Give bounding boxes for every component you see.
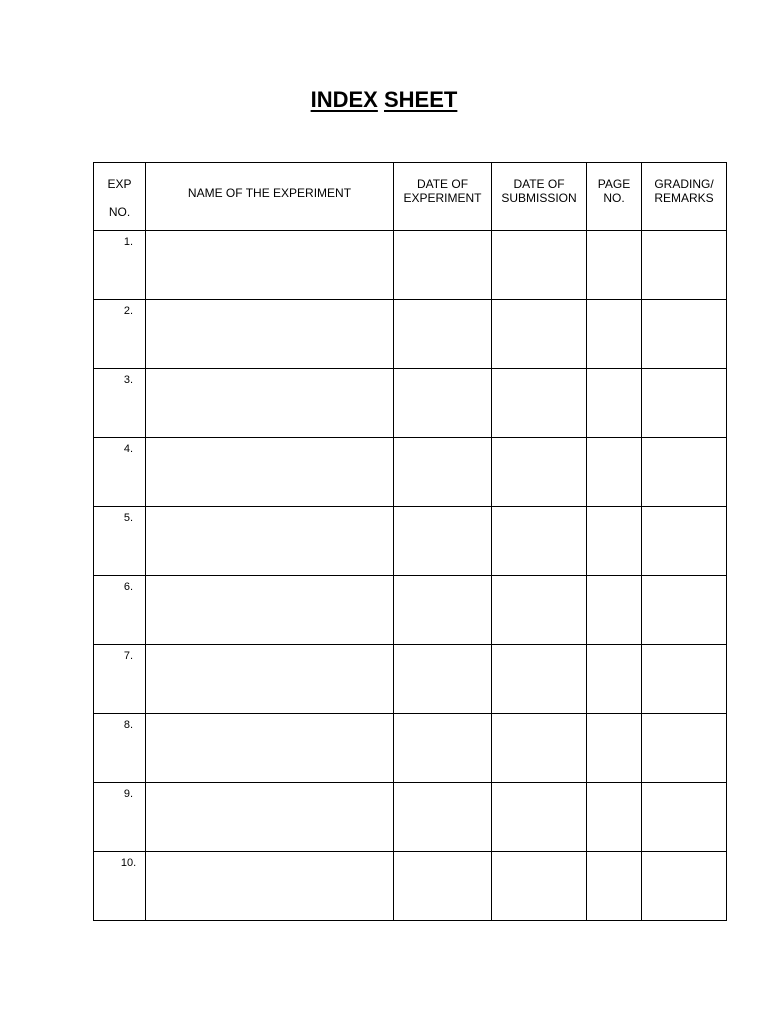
index-table bbox=[93, 162, 727, 921]
grading-remarks-cell[interactable] bbox=[642, 645, 727, 714]
date-of-experiment-cell[interactable] bbox=[394, 783, 492, 852]
date-of-experiment-cell[interactable] bbox=[394, 507, 492, 576]
date-of-submission-cell[interactable] bbox=[492, 852, 587, 921]
exp-no-cell: 8. bbox=[94, 714, 146, 783]
grading-remarks-cell[interactable] bbox=[642, 369, 727, 438]
experiment-name-cell[interactable] bbox=[146, 507, 394, 576]
grading-remarks-cell[interactable] bbox=[642, 300, 727, 369]
date-of-submission-cell[interactable] bbox=[492, 231, 587, 300]
date-of-experiment-cell[interactable] bbox=[394, 369, 492, 438]
header-grading-remarks-line1: GRADING/ bbox=[654, 177, 714, 191]
header-experiment-name-text: NAME OF THE EXPERIMENT bbox=[187, 185, 352, 200]
experiment-name-cell[interactable] bbox=[146, 231, 394, 300]
grading-remarks-cell[interactable] bbox=[642, 852, 727, 921]
grading-remarks-cell[interactable] bbox=[642, 576, 727, 645]
header-exp-no-line1: EXP bbox=[107, 177, 132, 191]
header-date-of-submission-line1: DATE OF bbox=[513, 177, 565, 191]
date-of-submission-cell[interactable] bbox=[492, 369, 587, 438]
header-exp-no bbox=[94, 163, 146, 231]
page-no-cell[interactable] bbox=[587, 783, 642, 852]
grading-remarks-cell[interactable] bbox=[642, 438, 727, 507]
page-no-cell[interactable] bbox=[587, 576, 642, 645]
date-of-experiment-cell[interactable] bbox=[394, 714, 492, 783]
table-row bbox=[94, 852, 727, 921]
date-of-submission-cell[interactable] bbox=[492, 714, 587, 783]
exp-no-cell: 4. bbox=[94, 438, 146, 507]
header-date-of-experiment-line2: EXPERIMENT bbox=[403, 191, 482, 205]
experiment-name-cell[interactable] bbox=[146, 576, 394, 645]
grading-remarks-cell[interactable] bbox=[642, 507, 727, 576]
exp-no-cell: 10. bbox=[94, 852, 146, 921]
experiment-name-cell[interactable] bbox=[146, 645, 394, 714]
exp-no-cell: 7. bbox=[94, 645, 146, 714]
date-of-submission-cell[interactable] bbox=[492, 645, 587, 714]
experiment-name-cell[interactable] bbox=[146, 300, 394, 369]
header-page-no bbox=[587, 163, 642, 231]
page-no-cell[interactable] bbox=[587, 438, 642, 507]
header-exp-no-line2: NO. bbox=[108, 205, 131, 219]
header-page-no-line1: PAGE bbox=[597, 177, 631, 191]
header-page-no-line2: NO. bbox=[603, 191, 625, 205]
date-of-experiment-cell[interactable] bbox=[394, 576, 492, 645]
title-word-index: INDEX bbox=[310, 87, 378, 112]
experiment-name-cell[interactable] bbox=[146, 369, 394, 438]
date-of-experiment-cell[interactable] bbox=[394, 231, 492, 300]
table-row bbox=[94, 507, 727, 576]
table-row bbox=[94, 783, 727, 852]
page-no-cell[interactable] bbox=[587, 300, 642, 369]
page-no-cell[interactable] bbox=[587, 369, 642, 438]
table-row bbox=[94, 438, 727, 507]
page-no-cell[interactable] bbox=[587, 714, 642, 783]
date-of-experiment-cell[interactable] bbox=[394, 300, 492, 369]
experiment-name-cell[interactable] bbox=[146, 783, 394, 852]
table-row bbox=[94, 231, 727, 300]
header-row bbox=[94, 163, 727, 231]
exp-no-cell: 3. bbox=[94, 369, 146, 438]
header-date-of-experiment bbox=[394, 163, 492, 231]
date-of-experiment-cell[interactable] bbox=[394, 438, 492, 507]
exp-no-cell: 2. bbox=[94, 300, 146, 369]
grading-remarks-cell[interactable] bbox=[642, 714, 727, 783]
page-title bbox=[0, 86, 768, 114]
grading-remarks-cell[interactable] bbox=[642, 231, 727, 300]
header-date-of-experiment-line1: DATE OF bbox=[416, 177, 469, 191]
header-experiment-name bbox=[146, 163, 394, 231]
date-of-submission-cell[interactable] bbox=[492, 576, 587, 645]
date-of-experiment-cell[interactable] bbox=[394, 852, 492, 921]
exp-no-cell: 9. bbox=[94, 783, 146, 852]
page-no-cell[interactable] bbox=[587, 645, 642, 714]
header-date-of-submission-line2: SUBMISSION bbox=[501, 191, 577, 205]
date-of-submission-cell[interactable] bbox=[492, 783, 587, 852]
page-no-cell[interactable] bbox=[587, 231, 642, 300]
date-of-experiment-cell[interactable] bbox=[394, 645, 492, 714]
experiment-name-cell[interactable] bbox=[146, 714, 394, 783]
exp-no-cell: 6. bbox=[94, 576, 146, 645]
exp-no-cell: 1. bbox=[94, 231, 146, 300]
table-row bbox=[94, 300, 727, 369]
header-grading-remarks-line2: REMARKS bbox=[654, 191, 714, 205]
header-date-of-submission bbox=[492, 163, 587, 231]
experiment-name-cell[interactable] bbox=[146, 438, 394, 507]
date-of-submission-cell[interactable] bbox=[492, 438, 587, 507]
exp-no-cell: 5. bbox=[94, 507, 146, 576]
date-of-submission-cell[interactable] bbox=[492, 507, 587, 576]
date-of-submission-cell[interactable] bbox=[492, 300, 587, 369]
grading-remarks-cell[interactable] bbox=[642, 783, 727, 852]
page-no-cell[interactable] bbox=[587, 507, 642, 576]
header-grading-remarks bbox=[642, 163, 727, 231]
table-row bbox=[94, 576, 727, 645]
table-row bbox=[94, 369, 727, 438]
experiment-name-cell[interactable] bbox=[146, 852, 394, 921]
title-word-sheet: SHEET bbox=[384, 87, 458, 112]
page-no-cell[interactable] bbox=[587, 852, 642, 921]
table-row bbox=[94, 645, 727, 714]
table-row bbox=[94, 714, 727, 783]
